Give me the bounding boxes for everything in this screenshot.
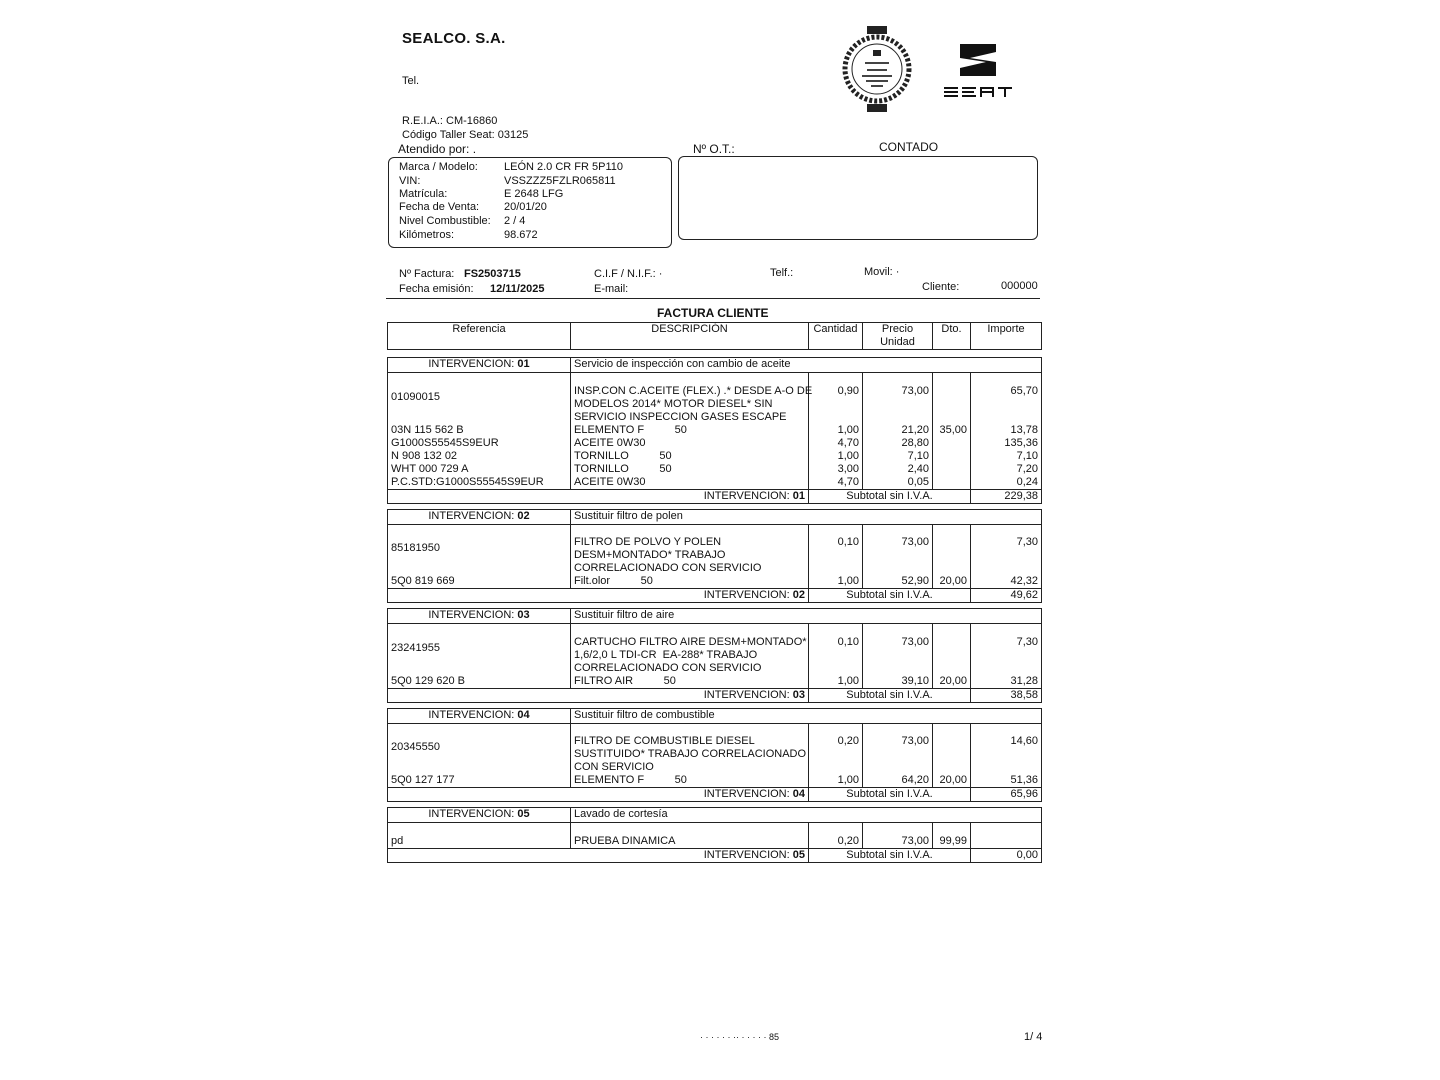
line-dto: 20,00 (933, 675, 971, 689)
vehicle-fuel-level: 2 / 4 (504, 215, 526, 227)
intervention-label: INTERVENCION: (428, 509, 515, 522)
line-dto (933, 636, 971, 675)
subtotal-intervention-label: INTERVENCION: (703, 489, 790, 502)
vehicle-sale-date: 20/01/20 (504, 201, 547, 213)
subtotal-intervention-label: INTERVENCION: (703, 788, 790, 800)
line-cantidad: 0,90 (809, 385, 863, 424)
description-line: FILTRO DE POLVO Y POLEN (574, 536, 722, 548)
reference-text: WHT 000 729 A (391, 462, 469, 475)
intervention-number: 01 (517, 358, 530, 370)
vehicle-label: Fecha de Venta: (399, 201, 480, 213)
intervention-label-cell (388, 808, 571, 823)
line-precio: 21,20 (863, 424, 933, 437)
line-cantidad: 0,20 (809, 735, 863, 774)
intervention-label: INTERVENCION: (428, 808, 515, 820)
factura-number: FS2503715 (464, 268, 521, 280)
contado-label: CONTADO (879, 140, 939, 154)
tel-label: Tel. (402, 75, 420, 87)
table-row (388, 385, 1042, 424)
line-dto: 20,00 (933, 774, 971, 788)
reference-text: 20345550 (391, 741, 440, 753)
line-dto (933, 463, 971, 476)
subtotal-row (388, 688, 1042, 702)
intervention-label-cell (388, 609, 571, 624)
reference-text: 5Q0 129 620 B (391, 674, 466, 687)
subtotal-intervention-cell (388, 489, 809, 503)
intervention-number: 05 (517, 808, 530, 820)
line-importe: 7,10 (971, 450, 1042, 463)
intervention-label-cell (388, 708, 571, 723)
line-importe: 51,36 (971, 774, 1042, 788)
line-precio: 73,00 (863, 835, 933, 849)
cliente-number: 000000 (1001, 280, 1038, 292)
table-row (388, 636, 1042, 675)
ot-notes-box (678, 156, 1038, 240)
subtotal-intervention-cell (388, 688, 809, 702)
line-precio: 7,10 (863, 450, 933, 463)
subtotal-row (388, 589, 1042, 603)
intervention-number: 03 (517, 609, 530, 621)
fecha-label: Fecha emisión: (399, 283, 474, 295)
col-precio: Precio Unidad (863, 323, 933, 350)
reference-text: P.C.STD:G1000S55545S9EUR (391, 475, 544, 488)
vehicle-label: Kilómetros: (399, 229, 455, 241)
intervention-label: INTERVENCION: (428, 358, 515, 370)
vehicle-plate: E 2648 LFG (504, 188, 564, 200)
page-number: 1/ 4 (1024, 1031, 1043, 1043)
vehicle-label: Nivel Combustible: (399, 215, 491, 227)
line-importe: 31,28 (971, 675, 1042, 689)
line-precio: 52,90 (863, 575, 933, 589)
description-line: ACEITE 0W30 (574, 436, 646, 449)
reference-text: 5Q0 819 669 (391, 575, 455, 587)
line-importe: 65,70 (971, 385, 1042, 424)
info-divider (386, 298, 1040, 299)
description-line: CON SERVICIO (574, 761, 654, 773)
subtotal-label: Subtotal sin I.V.A. (809, 848, 971, 862)
line-precio: 28,80 (863, 437, 933, 450)
cliente-label: Cliente: (922, 281, 960, 293)
intervention-header-row (388, 808, 1042, 823)
line-cantidad: 0,10 (809, 636, 863, 675)
intervention-number: 02 (517, 509, 530, 522)
line-importe: 7,20 (971, 463, 1042, 476)
line-description (571, 384, 813, 424)
reference-text: pd (391, 834, 404, 847)
table-row (388, 536, 1042, 575)
subtotal-value: 65,96 (971, 788, 1042, 802)
line-cantidad: 1,00 (809, 424, 863, 437)
vehicle-model: LEÓN 2.0 CR FR 5P110 (504, 161, 624, 173)
intervention-label-cell (388, 358, 571, 373)
table-row (388, 735, 1042, 774)
description-line: INSP.CON C.ACEITE (FLEX.) .* DESDE A-O DE (574, 384, 813, 397)
description-line: PRUEBA DINAMICA (574, 834, 676, 847)
document-title: FACTURA CLIENTE (657, 306, 769, 320)
email-label: E-mail: (594, 283, 629, 295)
subtotal-intervention-label: INTERVENCION: (703, 589, 790, 601)
line-importe: 0,24 (971, 476, 1042, 490)
subtotal-intervention-label: INTERVENCION: (703, 688, 790, 701)
service-seal-badge-icon (842, 26, 912, 112)
description-line: TORNILLO 50 (574, 462, 672, 475)
line-description (571, 575, 809, 589)
intervention-header-row (388, 708, 1042, 723)
line-reference (388, 536, 571, 575)
subtotal-intervention-cell (388, 848, 809, 862)
intervention-title: Sustituir filtro de aire (571, 609, 1042, 624)
description-line: ACEITE 0W30 (574, 475, 646, 488)
line-cantidad: 0,20 (809, 835, 863, 849)
line-description (571, 774, 809, 788)
reference-text: 23241955 (391, 641, 440, 654)
table-row (388, 575, 1042, 589)
cif-label: C.I.F / N.I.F.: · (594, 268, 663, 280)
intervention-header-row (388, 509, 1042, 524)
intervention-header-row (388, 358, 1042, 373)
line-description (571, 450, 809, 463)
reference-text: G1000S55545S9EUR (391, 436, 499, 449)
line-importe (971, 835, 1042, 849)
reia-number: R.E.I.A.: CM-16860 (402, 115, 498, 127)
table-row (388, 437, 1042, 450)
line-reference (388, 385, 571, 424)
vehicle-km: 98.672 (504, 229, 538, 241)
description-line: MODELOS 2014* MOTOR DIESEL* SIN (574, 397, 773, 410)
line-reference (388, 450, 571, 463)
company-name: SEALCO. S.A. (402, 30, 506, 47)
subtotal-label: Subtotal sin I.V.A. (809, 788, 971, 802)
line-description (571, 463, 809, 476)
line-reference (388, 675, 571, 689)
line-description (571, 437, 809, 450)
description-line: CORRELACIONADO CON SERVICIO (574, 562, 762, 574)
fecha-emision: 12/11/2025 (490, 283, 545, 295)
line-dto (933, 385, 971, 424)
line-description (571, 636, 809, 675)
description-line: FILTRO AIR 50 (574, 674, 676, 687)
subtotal-label: Subtotal sin I.V.A. (809, 489, 971, 503)
vehicle-label: Matrícula: (399, 188, 448, 200)
subtotal-intervention-label: INTERVENCION: (703, 848, 790, 861)
line-reference (388, 575, 571, 589)
col-importe: Importe (971, 323, 1042, 350)
line-dto (933, 476, 971, 490)
description-line: CORRELACIONADO CON SERVICIO (574, 661, 762, 674)
subtotal-intervention-number: 04 (792, 788, 805, 800)
table-row (388, 774, 1042, 788)
intervention-title: Sustituir filtro de combustible (571, 708, 1042, 723)
table-row (388, 675, 1042, 689)
intervention-title: Servicio de inspección con cambio de aceite (571, 358, 1042, 373)
line-precio: 2,40 (863, 463, 933, 476)
description-line: ELEMENTO F 50 (574, 423, 687, 436)
reference-text: 85181950 (391, 542, 440, 554)
line-reference (388, 835, 571, 849)
line-description (571, 835, 809, 849)
line-dto (933, 450, 971, 463)
line-importe: 42,32 (971, 575, 1042, 589)
intervention-label-cell (388, 509, 571, 524)
line-reference (388, 476, 571, 490)
ot-label: Nº O.T.: (693, 142, 735, 156)
line-reference (388, 735, 571, 774)
movil-label: Movil: · (864, 266, 900, 278)
reference-text: 03N 115 562 B (391, 423, 464, 436)
subtotal-label: Subtotal sin I.V.A. (809, 688, 971, 702)
subtotal-value: 49,62 (971, 589, 1042, 603)
line-dto: 99,99 (933, 835, 971, 849)
description-line: 1,6/2,0 L TDI-CR EA-288* TRABAJO (574, 648, 758, 661)
table-row (388, 476, 1042, 490)
line-cantidad: 1,00 (809, 575, 863, 589)
line-precio: 73,00 (863, 636, 933, 675)
description-line: ELEMENTO F 50 (574, 774, 687, 786)
seat-s-logo-icon (940, 42, 1016, 98)
vehicle-label: Marca / Modelo: (399, 161, 478, 173)
line-dto: 20,00 (933, 575, 971, 589)
line-dto (933, 536, 971, 575)
line-cantidad: 4,70 (809, 437, 863, 450)
line-cantidad: 1,00 (809, 450, 863, 463)
codigo-taller: Código Taller Seat: 03125 (402, 129, 529, 141)
line-precio: 73,00 (863, 385, 933, 424)
description-line: Filt.olor 50 (574, 575, 653, 587)
atendido-por: Atendido por: . (398, 142, 477, 156)
subtotal-intervention-cell (388, 788, 809, 802)
line-dto: 35,00 (933, 424, 971, 437)
line-description (571, 735, 809, 774)
intervention-label: INTERVENCION: (428, 708, 515, 721)
line-description (571, 675, 809, 689)
subtotal-intervention-number: 02 (792, 589, 805, 601)
subtotal-value: 229,38 (971, 489, 1042, 503)
subtotal-intervention-number: 05 (792, 848, 805, 861)
subtotal-intervention-number: 01 (792, 489, 805, 502)
line-precio: 39,10 (863, 675, 933, 689)
subtotal-row (388, 489, 1042, 503)
line-precio: 73,00 (863, 735, 933, 774)
line-description (571, 424, 809, 437)
table-row (388, 450, 1042, 463)
intervention-title: Lavado de cortesía (571, 808, 1042, 823)
line-precio: 0,05 (863, 476, 933, 490)
table-row (388, 463, 1042, 476)
description-line: TORNILLO 50 (574, 449, 672, 462)
line-cantidad: 1,00 (809, 774, 863, 788)
line-reference (388, 636, 571, 675)
reference-text: N 908 132 02 (391, 449, 458, 462)
col-referencia: Referencia (388, 323, 571, 350)
table-row (388, 424, 1042, 437)
col-descripcion: DESCRIPCIÓN (571, 323, 809, 350)
line-precio: 73,00 (863, 536, 933, 575)
col-dto: Dto. (933, 323, 971, 350)
telf-label: Telf.: (770, 267, 794, 279)
intervention-number: 04 (517, 708, 530, 721)
description-line: SUSTITUIDO* TRABAJO CORRELACIONADO (574, 748, 807, 760)
subtotal-intervention-cell (388, 589, 809, 603)
subtotal-value: 0,00 (971, 848, 1042, 862)
line-importe: 7,30 (971, 536, 1042, 575)
line-reference (388, 437, 571, 450)
subtotal-row (388, 788, 1042, 802)
line-reference (388, 463, 571, 476)
intervention-title: Sustituir filtro de polen (571, 509, 1042, 524)
line-importe: 7,30 (971, 636, 1042, 675)
subtotal-label: Subtotal sin I.V.A. (809, 589, 971, 603)
line-cantidad: 4,70 (809, 476, 863, 490)
description-line: DESM+MONTADO* TRABAJO (574, 549, 726, 561)
reference-text: 5Q0 127 177 (391, 774, 455, 786)
intervention-label: INTERVENCION: (428, 609, 515, 621)
description-line: FILTRO DE COMBUSTIBLE DIESEL (574, 735, 755, 747)
line-dto (933, 437, 971, 450)
subtotal-intervention-number: 03 (792, 688, 805, 701)
line-cantidad: 1,00 (809, 675, 863, 689)
line-cantidad: 0,10 (809, 536, 863, 575)
description-line: CARTUCHO FILTRO AIRE DESM+MONTADO* (574, 635, 807, 648)
reference-text: 01090015 (391, 390, 440, 403)
table-row (388, 835, 1042, 849)
line-importe: 13,78 (971, 424, 1042, 437)
vehicle-label: VIN: (399, 175, 421, 187)
line-dto (933, 735, 971, 774)
table-header-row (388, 323, 1042, 350)
line-cantidad: 3,00 (809, 463, 863, 476)
description-line: SERVICIO INSPECCION GASES ESCAPE (574, 410, 787, 423)
line-importe: 135,36 (971, 437, 1042, 450)
vehicle-vin: VSSZZZ5FZLR065811 (504, 175, 616, 187)
line-reference (388, 424, 571, 437)
invoice-table (387, 322, 1042, 863)
col-cantidad: Cantidad (809, 323, 863, 350)
factura-label: Nº Factura: (399, 268, 455, 280)
subtotal-value: 38,58 (971, 688, 1042, 702)
intervention-header-row (388, 609, 1042, 624)
line-description (571, 476, 809, 490)
subtotal-row (388, 848, 1042, 862)
footer-code: · · · · · · ·· · · · · · 85 (700, 1032, 779, 1042)
line-reference (388, 774, 571, 788)
line-description (571, 536, 809, 575)
line-importe: 14,60 (971, 735, 1042, 774)
line-precio: 64,20 (863, 774, 933, 788)
